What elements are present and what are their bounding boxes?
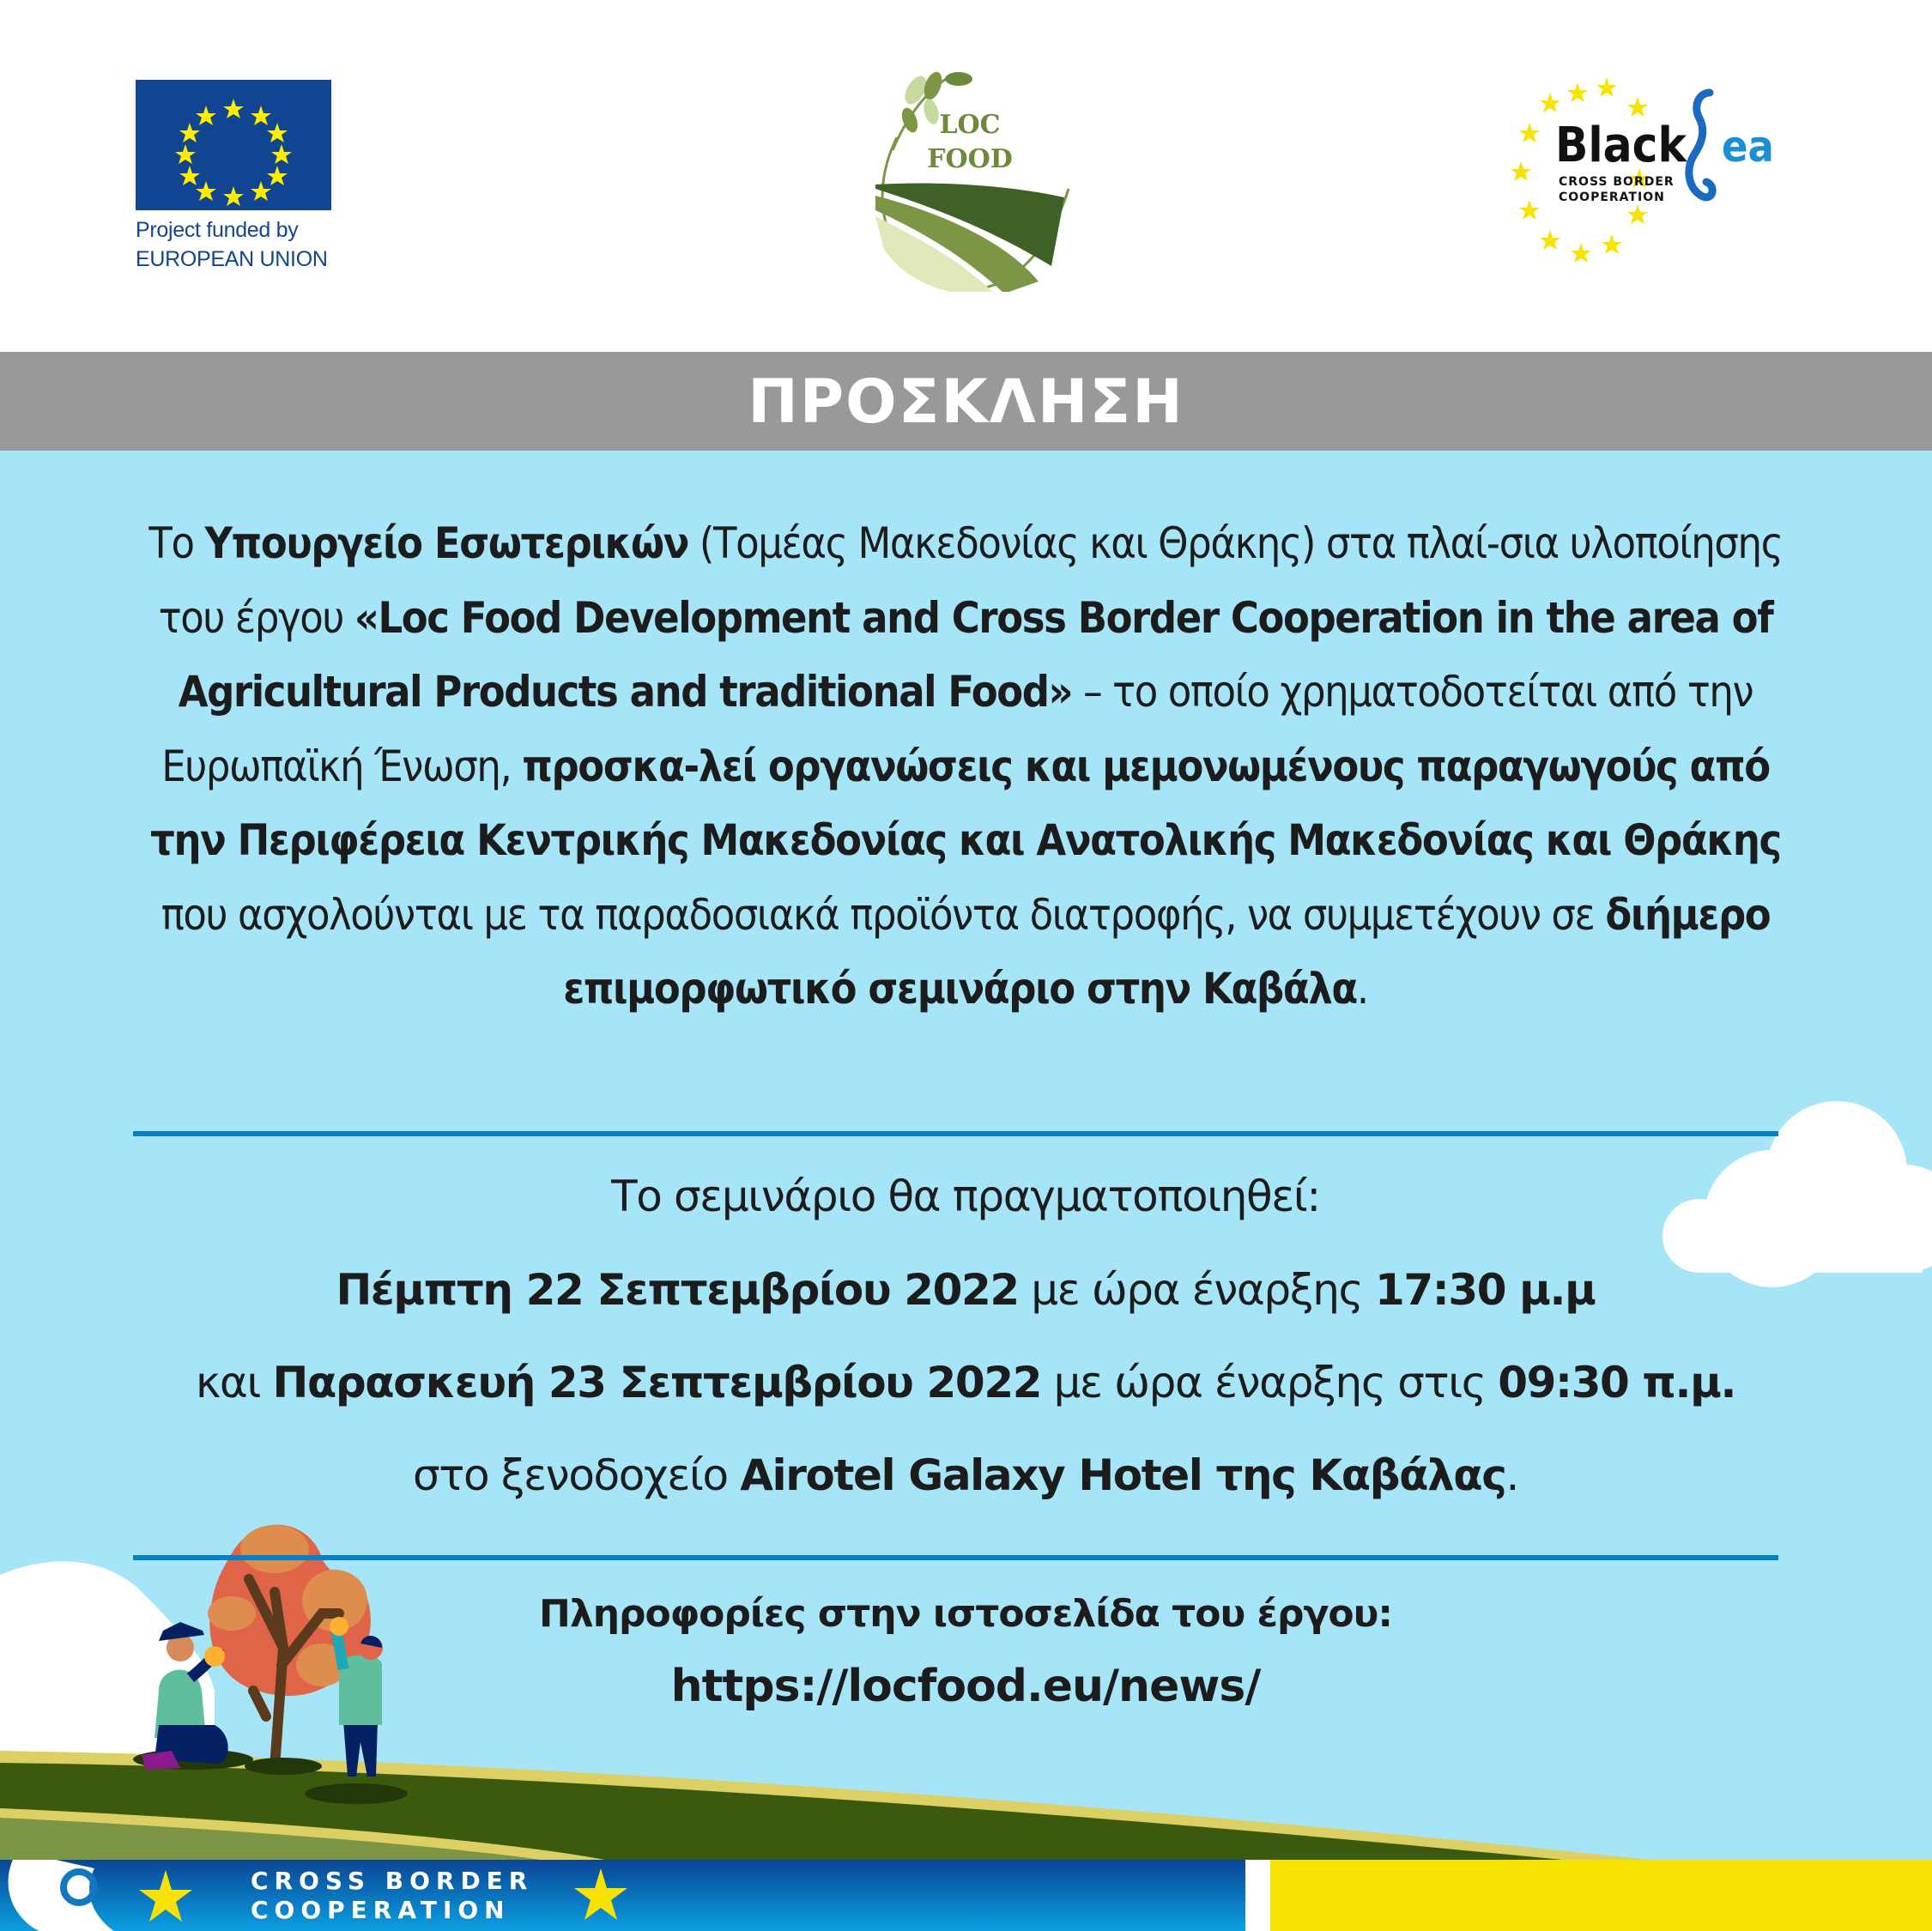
intro-text-4: που ασχολούνται με τα παραδοσιακά προϊόντα διατροφής, να συμμετέχουν σε (160, 889, 1606, 940)
intro-text-5: . (1356, 964, 1368, 1014)
day2-mid: με ώρα έναρξης στις (1041, 1358, 1499, 1407)
footer-cbc-banner (0, 1860, 1245, 1931)
footer-line1: CROSS BORDER (251, 1867, 534, 1895)
day2-time: 09:30 π.μ. (1498, 1358, 1736, 1407)
locfood-line2: FOOD (927, 144, 1013, 174)
logo-header (0, 0, 1932, 352)
locfood-logo (863, 60, 1077, 292)
locfood-line1: LOC (939, 110, 1001, 140)
footer-band (0, 1860, 1932, 1931)
venue-post: . (1505, 1450, 1518, 1500)
divider-2 (133, 1555, 1778, 1560)
black-sea-cbc-logo (1511, 76, 1802, 273)
project-name: «Loc Food Development and Cross Border Cooperation in the area of Agricultural Products and traditional Food» (178, 592, 1773, 717)
footer-yellow-block (1270, 1860, 1932, 1931)
day2-date: Παρασκευή 23 Σεπτεμβρίου 2022 (272, 1358, 1042, 1407)
schedule-day-2 (103, 1358, 1828, 1407)
ministry-name: Υπουργείο Εσωτερικών (204, 518, 689, 568)
venue-pre: στο ξενοδοχείο (413, 1450, 741, 1500)
blacksea-word-black: Black (1555, 118, 1687, 173)
intro-text-3: – το οποίο χρηματοδοτείται από την Ευρωπαϊκή Ένωση, (161, 667, 1753, 791)
blacksea-word-sea: ea (1722, 122, 1774, 172)
invitation-target: προσκα-λεί οργανώσεις και μεμονωμένους παραγωγούς από την Περιφέρεια Κεντρικής Μακεδονίας και Ανατολικής Μακεδονίας και Θράκης (150, 741, 1781, 865)
eu-text-line2: EUROPEAN UNION (136, 247, 328, 271)
day1-mid: με ώρα έναρξης (1018, 1265, 1375, 1315)
schedule-heading: Το σεμινάριο θα πραγματοποιηθεί: (611, 1171, 1320, 1221)
page-title: ΠΡΟΣΚΛΗΣΗ (748, 366, 1184, 437)
eu-funding-text (136, 215, 331, 274)
day2-pre: και (195, 1358, 273, 1407)
eu-funding-logo (136, 80, 331, 274)
venue-name: Airotel Galaxy Hotel της Καβάλας (740, 1450, 1506, 1500)
intro-text-1: Το (148, 518, 205, 568)
blacksea-sub2: COOPERATION (1559, 191, 1665, 204)
footer-line2: COOPERATION (251, 1896, 511, 1924)
intro-paragraph (129, 506, 1802, 1026)
footer-cbc-text (251, 1867, 533, 1925)
eu-text-line1: Project funded by (136, 218, 299, 242)
blacksea-sub1: CROSS BORDER (1559, 175, 1675, 189)
day1-date: Πέμπτη 22 Σεπτεμβρίου 2022 (336, 1265, 1019, 1315)
intro-text-2: (Τομέας Μακεδονίας και Θράκης) στα πλαί-σια υλοποίησης του έργου (158, 518, 1783, 643)
project-url-link[interactable]: https://locfood.eu/news/ (670, 1661, 1261, 1712)
divider-1 (133, 1131, 1778, 1136)
seminar-description: διήμερο επιμορφωτικό σεμινάριο στην Καβάλα (563, 889, 1771, 1014)
eu-flag-icon (136, 80, 331, 210)
info-label: Πληροφορίες στην ιστοσελίδα του έργου: (539, 1592, 1392, 1636)
day1-time: 17:30 μ.μ (1374, 1265, 1596, 1315)
title-bar (0, 352, 1932, 451)
schedule-day-1 (103, 1265, 1828, 1315)
